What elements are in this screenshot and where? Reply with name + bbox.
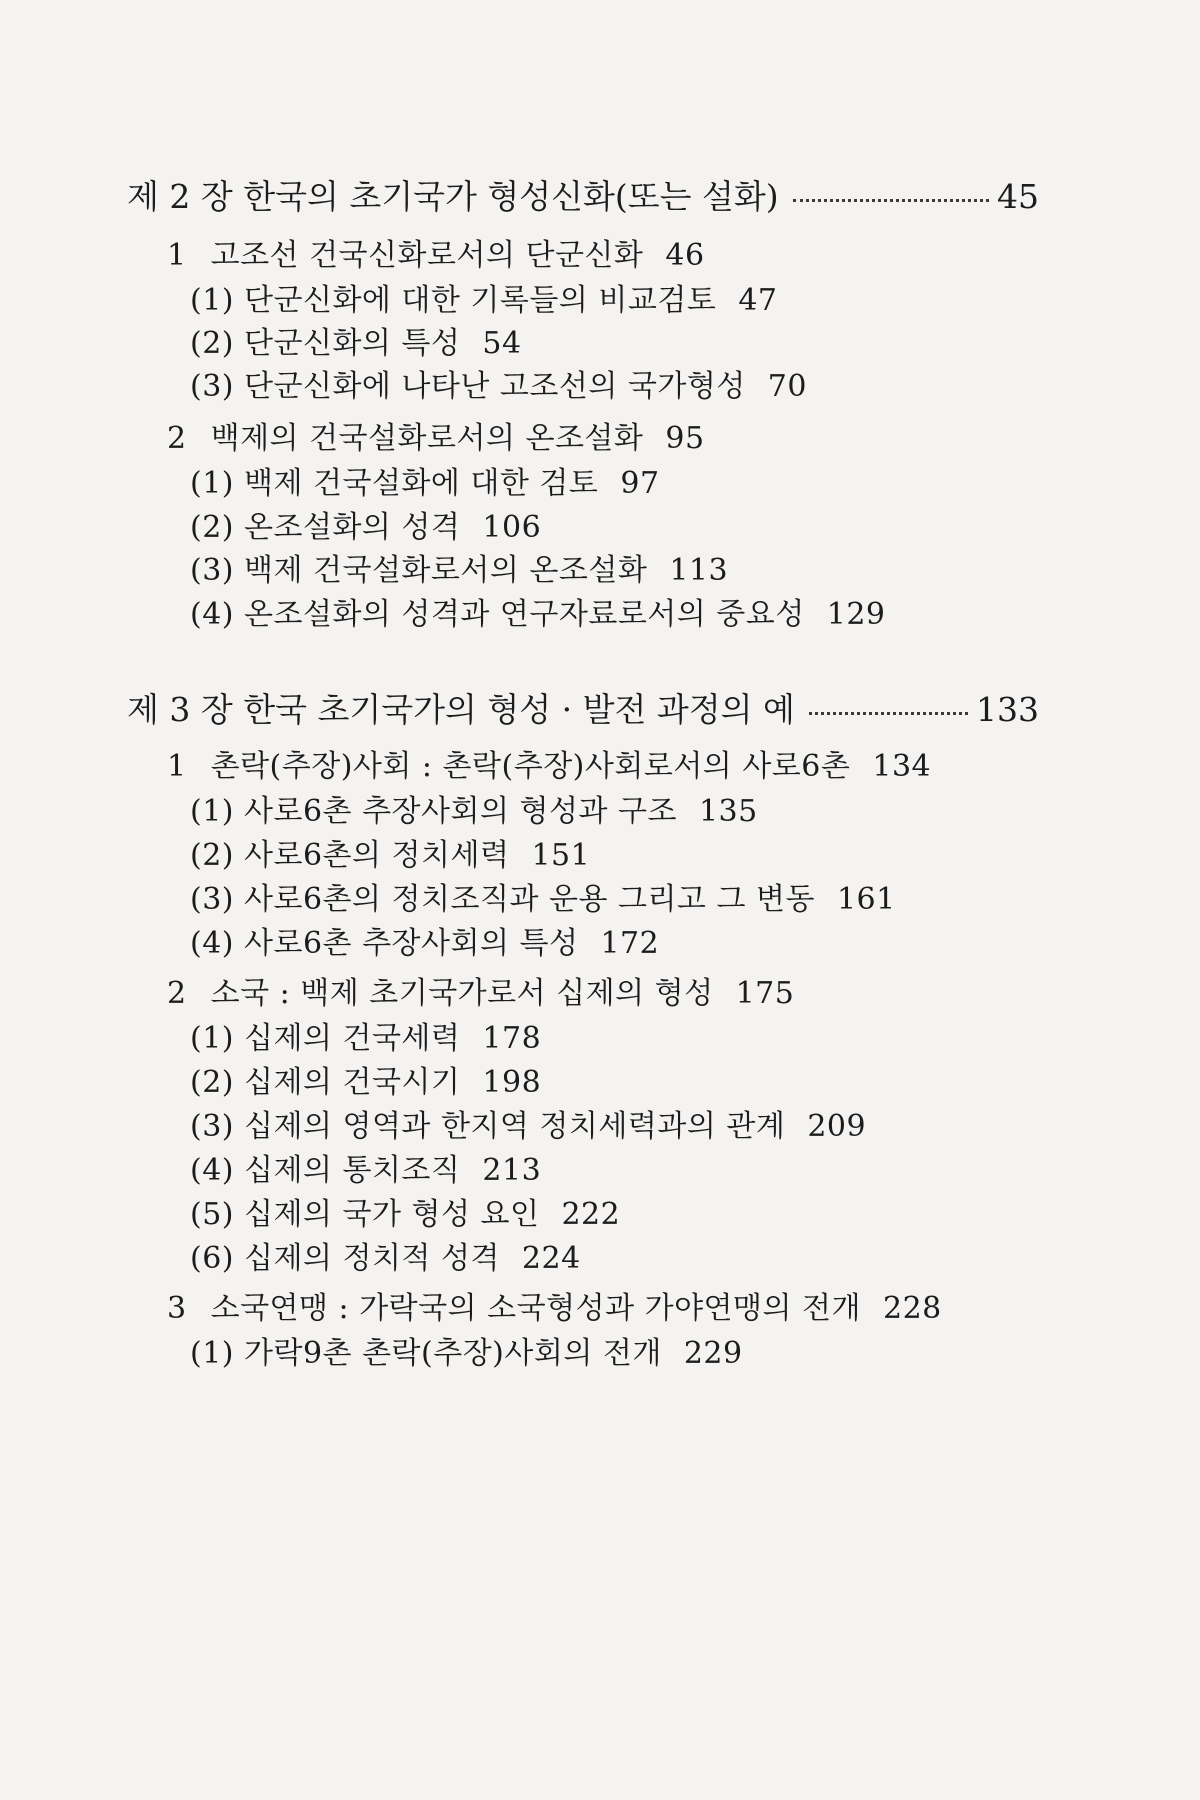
entry-page-number: 46 xyxy=(665,238,705,273)
chapter-page-number: 133 xyxy=(976,690,1039,729)
toc-entry xyxy=(190,1152,541,1190)
entry-page-number: 228 xyxy=(882,1291,942,1326)
entry-label: 사로6촌 추장사회의 특성 xyxy=(244,926,579,961)
toc-entry xyxy=(190,282,778,320)
entry-label: 사로6촌의 정치조직과 운용 그리고 그 변동 xyxy=(244,882,815,917)
toc-entry xyxy=(167,975,794,1013)
entry-page-number: 54 xyxy=(482,326,522,361)
entry-number: (4) xyxy=(190,926,234,961)
entry-label: 소국연맹 : 가락국의 소국형성과 가야연맹의 전개 xyxy=(210,1291,861,1326)
entry-page-number: 198 xyxy=(482,1065,542,1100)
entry-page-number: 97 xyxy=(620,466,660,501)
entry-label: 고조선 건국신화로서의 단군신화 xyxy=(210,238,644,273)
entry-number: (2) xyxy=(190,838,234,873)
entry-number: (4) xyxy=(190,1153,234,1188)
entry-number: (2) xyxy=(190,510,234,545)
toc-entry xyxy=(190,1240,581,1278)
entry-number: (1) xyxy=(190,466,234,501)
toc-entry xyxy=(190,1064,541,1102)
toc-entry xyxy=(190,509,541,547)
entry-page-number: 113 xyxy=(669,553,729,588)
toc-entry xyxy=(190,925,659,963)
entry-page-number: 175 xyxy=(735,976,795,1011)
chapter-3-heading xyxy=(127,690,1039,730)
entry-number: (1) xyxy=(190,794,234,829)
toc-entry xyxy=(190,1108,866,1146)
entry-page-number: 213 xyxy=(482,1153,542,1188)
entry-page-number: 47 xyxy=(738,283,778,318)
entry-page-number: 151 xyxy=(531,838,591,873)
entry-label: 십제의 정치적 성격 xyxy=(244,1241,500,1276)
entry-label: 가락9촌 촌락(추장)사회의 전개 xyxy=(244,1336,662,1371)
entry-number: 2 xyxy=(167,976,187,1011)
entry-label: 단군신화의 특성 xyxy=(244,326,461,361)
entry-label: 십제의 국가 형성 요인 xyxy=(244,1197,540,1232)
entry-label: 촌락(추장)사회 : 촌락(추장)사회로서의 사로6촌 xyxy=(210,749,851,784)
entry-number: (1) xyxy=(190,283,234,318)
entry-number: 3 xyxy=(167,1291,187,1326)
entry-label: 사로6촌 추장사회의 형성과 구조 xyxy=(244,794,677,829)
entry-number: (5) xyxy=(190,1197,234,1232)
entry-page-number: 172 xyxy=(600,926,660,961)
entry-page-number: 209 xyxy=(807,1109,867,1144)
entry-number: (6) xyxy=(190,1241,234,1276)
entry-page-number: 70 xyxy=(767,369,807,404)
entry-number: (3) xyxy=(190,553,234,588)
entry-page-number: 178 xyxy=(482,1021,542,1056)
entry-number: (3) xyxy=(190,1109,234,1144)
entry-label: 단군신화에 나타난 고조선의 국가형성 xyxy=(244,369,746,404)
entry-page-number: 224 xyxy=(521,1241,581,1276)
entry-number: (4) xyxy=(190,597,234,632)
entry-number: (3) xyxy=(190,369,234,404)
entry-number: 1 xyxy=(167,238,187,273)
toc-entry xyxy=(190,1020,541,1058)
entry-label: 백제 건국설화에 대한 검토 xyxy=(244,466,599,501)
toc-entry xyxy=(190,1196,620,1234)
entry-page-number: 222 xyxy=(561,1197,621,1232)
entry-page-number: 229 xyxy=(683,1336,743,1371)
toc-entry xyxy=(190,837,590,875)
toc-entry xyxy=(190,552,728,590)
entry-label: 온조설화의 성격 xyxy=(244,510,461,545)
entry-label: 백제의 건국설화로서의 온조설화 xyxy=(210,421,644,456)
entry-label: 백제 건국설화로서의 온조설화 xyxy=(244,553,648,588)
entry-label: 소국 : 백제 초기국가로서 십제의 형성 xyxy=(210,976,714,1011)
toc-entry xyxy=(190,325,522,363)
toc-entry xyxy=(190,465,660,503)
entry-page-number: 106 xyxy=(482,510,542,545)
entry-number: (2) xyxy=(190,326,234,361)
toc-entry xyxy=(190,596,886,634)
chapter-title: 제 3 장 한국 초기국가의 형성 · 발전 과정의 예 xyxy=(127,690,795,729)
toc-entry xyxy=(167,237,705,275)
entry-number: 1 xyxy=(167,749,187,784)
entry-number: 2 xyxy=(167,421,187,456)
entry-page-number: 161 xyxy=(836,882,896,917)
entry-page-number: 95 xyxy=(665,421,705,456)
entry-label: 십제의 건국시기 xyxy=(244,1065,461,1100)
entry-page-number: 134 xyxy=(872,749,932,784)
dot-leader xyxy=(793,199,989,202)
toc-entry xyxy=(190,1335,743,1373)
entry-number: (1) xyxy=(190,1021,234,1056)
entry-label: 십제의 통치조직 xyxy=(244,1153,461,1188)
entry-number: (2) xyxy=(190,1065,234,1100)
entry-page-number: 129 xyxy=(826,597,886,632)
toc-entry xyxy=(167,1290,942,1328)
toc-entry xyxy=(190,793,758,831)
entry-label: 십제의 건국세력 xyxy=(244,1021,461,1056)
chapter-page-number: 45 xyxy=(997,177,1039,216)
toc-entry xyxy=(167,420,705,458)
entry-number: (1) xyxy=(190,1336,234,1371)
chapter-title: 제 2 장 한국의 초기국가 형성신화(또는 설화) xyxy=(127,177,779,216)
dot-leader xyxy=(809,712,968,715)
entry-label: 온조설화의 성격과 연구자료로서의 중요성 xyxy=(244,597,805,632)
entry-number: (3) xyxy=(190,882,234,917)
chapter-2-heading xyxy=(127,177,1039,217)
toc-entry xyxy=(190,368,807,406)
toc-entry xyxy=(190,881,896,919)
entry-label: 단군신화에 대한 기록들의 비교검토 xyxy=(244,283,717,318)
entry-label: 십제의 영역과 한지역 정치세력과의 관계 xyxy=(244,1109,786,1144)
toc-entry xyxy=(167,748,931,786)
entry-page-number: 135 xyxy=(698,794,758,829)
entry-label: 사로6촌의 정치세력 xyxy=(244,838,510,873)
